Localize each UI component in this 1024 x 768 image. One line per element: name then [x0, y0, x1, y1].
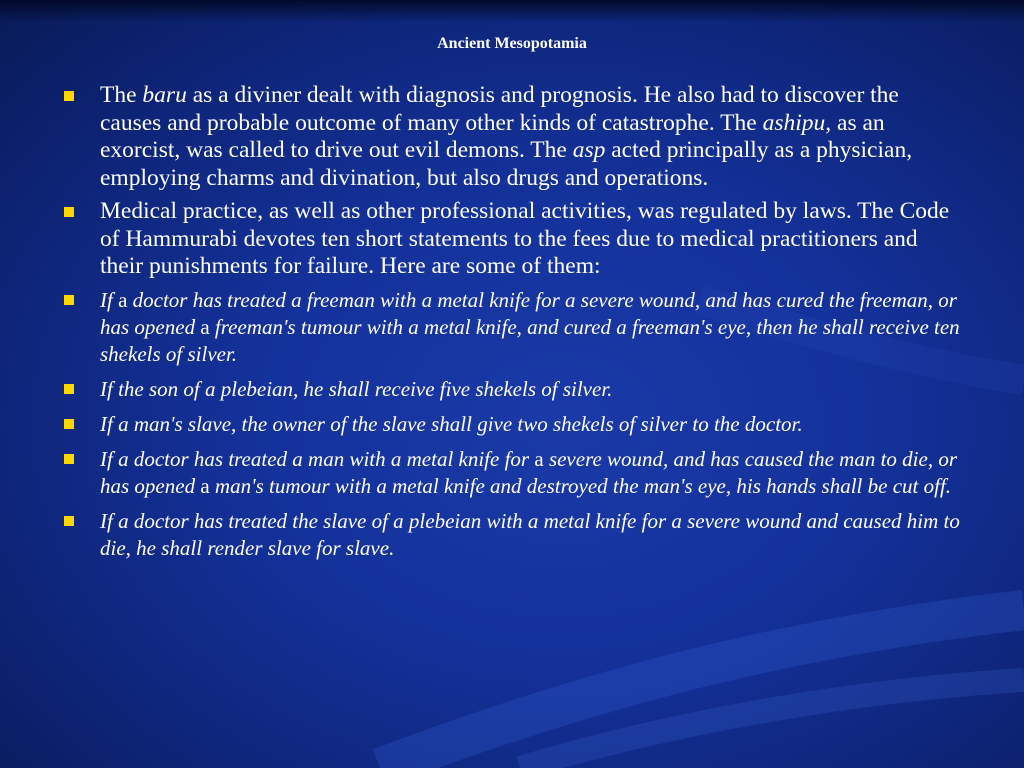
- upright-text: a: [200, 314, 210, 339]
- square-bullet-icon: [64, 419, 74, 429]
- top-band: [0, 0, 1024, 22]
- text-run: as a diviner dealt with diagnosis and prognosis. He also had to discover the causes and probable outcome of many other kinds of catastrophe. The: [100, 82, 899, 136]
- list-item: [60, 198, 965, 281]
- text-run: The: [100, 82, 143, 108]
- upright-text: a: [200, 473, 210, 498]
- italic-term: baru: [142, 82, 187, 108]
- text-run: freeman's tumour with a metal knife, and cured a freeman's eye, then he shall receive ten shekels of silver.: [100, 314, 960, 366]
- text-run: acted principally as a physician, employing charms and divination, but also drugs and operations.: [100, 137, 913, 191]
- text-run: If a doctor has treated a man with a metal knife for: [100, 446, 535, 471]
- text-run: man's tumour with a metal knife and destroyed the man's eye, his hands shall be cut off.: [209, 473, 952, 498]
- bullet-list: [60, 82, 965, 570]
- square-bullet-icon: [64, 91, 74, 101]
- text-run: doctor has treated a freeman with a metal knife for a severe wound, and has cured the freeman, or has opened: [100, 287, 957, 339]
- italic-term: asp: [572, 137, 606, 163]
- list-item: [60, 376, 965, 403]
- text-run: If a doctor has treated the slave of a plebeian with a metal knife for a severe wound and caused him to die, he shall render slave for slave.: [100, 508, 960, 560]
- square-bullet-icon: [64, 454, 74, 464]
- text-run: severe wound, and has caused the man to die, or has opened: [100, 446, 958, 498]
- list-item: [60, 411, 965, 438]
- upright-text: a: [118, 287, 128, 312]
- slide-title: Ancient Mesopotamia: [437, 35, 587, 52]
- square-bullet-icon: [64, 207, 74, 217]
- text-run: If the son of a plebeian, he shall receive five shekels of silver.: [100, 376, 613, 401]
- text-run: as an exorcist, was called to drive out evil demons. The: [100, 109, 885, 163]
- list-item: [60, 82, 965, 192]
- text-run: Medical practice, as well as other professional activities, was regulated by laws. The Code of Hammurabi devotes ten short statements to the fees due to medical practitioners and their punishments for failure. Here are some of them:: [100, 198, 950, 279]
- upright-text: a: [534, 446, 544, 471]
- italic-term: ashipu,: [762, 109, 832, 136]
- text-run: If: [100, 287, 119, 312]
- list-item: [60, 446, 965, 500]
- square-bullet-icon: [64, 516, 74, 526]
- square-bullet-icon: [64, 384, 74, 394]
- list-item: [60, 287, 965, 368]
- text-run: If a man's slave, the owner of the slave shall give two shekels of silver to the doctor.: [100, 411, 803, 436]
- square-bullet-icon: [64, 295, 74, 305]
- list-item: [60, 508, 965, 562]
